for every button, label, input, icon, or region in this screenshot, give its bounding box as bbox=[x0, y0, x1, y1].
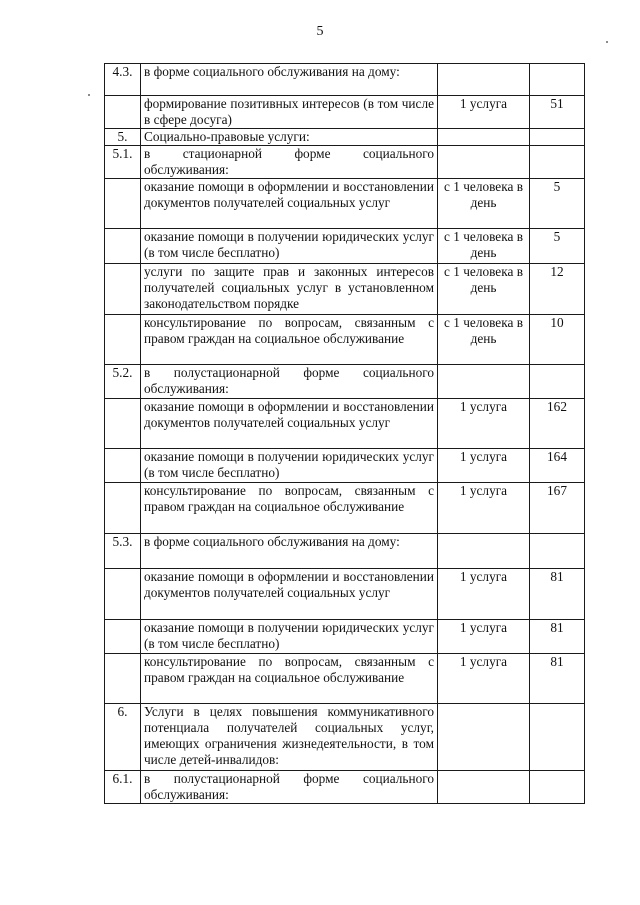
row-description: оказание помощи в оформлении и восстановлении документов получателей социальных услуг bbox=[141, 399, 438, 449]
row-number: 6. bbox=[105, 704, 141, 771]
row-description: оказание помощи в получении юридических услуг (в том числе бесплатно) bbox=[141, 620, 438, 654]
table-row bbox=[105, 449, 585, 483]
row-unit: с 1 человека в день bbox=[438, 315, 530, 365]
row-number bbox=[105, 654, 141, 704]
row-value bbox=[530, 534, 585, 569]
table-row bbox=[105, 96, 585, 129]
row-description: в стационарной форме социального обслуживания: bbox=[141, 146, 438, 179]
row-number bbox=[105, 399, 141, 449]
row-number bbox=[105, 264, 141, 315]
row-description: в полустационарной форме социального обслуживания: bbox=[141, 365, 438, 399]
services-table bbox=[104, 63, 585, 804]
row-description: Социально-правовые услуги: bbox=[141, 129, 438, 146]
row-description: оказание помощи в получении юридических услуг (в том числе бесплатно) bbox=[141, 229, 438, 264]
row-number: 5.3. bbox=[105, 534, 141, 569]
row-value bbox=[530, 771, 585, 804]
row-unit: с 1 человека в день bbox=[438, 229, 530, 264]
row-description: оказание помощи в получении юридических услуг (в том числе бесплатно) bbox=[141, 449, 438, 483]
row-unit: 1 услуга bbox=[438, 620, 530, 654]
table-row bbox=[105, 264, 585, 315]
row-unit: 1 услуга bbox=[438, 483, 530, 534]
row-unit: 1 услуга bbox=[438, 96, 530, 129]
row-unit bbox=[438, 365, 530, 399]
scan-speck bbox=[88, 94, 90, 96]
table-row bbox=[105, 569, 585, 620]
row-number: 4.3. bbox=[105, 64, 141, 96]
table-row bbox=[105, 146, 585, 179]
row-unit: 1 услуга bbox=[438, 399, 530, 449]
row-description: оказание помощи в оформлении и восстановлении документов получателей социальных услуг bbox=[141, 569, 438, 620]
row-number bbox=[105, 96, 141, 129]
row-description: в форме социального обслуживания на дому: bbox=[141, 64, 438, 96]
row-value: 10 bbox=[530, 315, 585, 365]
page-number: 5 bbox=[316, 24, 324, 39]
row-unit bbox=[438, 534, 530, 569]
row-description: консультирование по вопросам, связанным с правом граждан на социальное обслуживание bbox=[141, 315, 438, 365]
row-unit: 1 услуга bbox=[438, 449, 530, 483]
scan-speck bbox=[606, 41, 608, 43]
row-unit: 1 услуга bbox=[438, 569, 530, 620]
table-row bbox=[105, 654, 585, 704]
row-number: 5.1. bbox=[105, 146, 141, 179]
table-row bbox=[105, 229, 585, 264]
table-row bbox=[105, 704, 585, 771]
row-unit: с 1 человека в день bbox=[438, 264, 530, 315]
row-description: в полустационарной форме социального обслуживания: bbox=[141, 771, 438, 804]
row-value: 164 bbox=[530, 449, 585, 483]
table-row bbox=[105, 483, 585, 534]
row-number: 5. bbox=[105, 129, 141, 146]
row-description: услуги по защите прав и законных интересов получателей социальных услуг в установленном законодательством порядке bbox=[141, 264, 438, 315]
row-value: 167 bbox=[530, 483, 585, 534]
row-number bbox=[105, 449, 141, 483]
row-description: формирование позитивных интересов (в том числе в сфере досуга) bbox=[141, 96, 438, 129]
row-description: оказание помощи в оформлении и восстановлении документов получателей социальных услуг bbox=[141, 179, 438, 229]
table-row bbox=[105, 620, 585, 654]
row-number: 6.1. bbox=[105, 771, 141, 804]
row-description: консультирование по вопросам, связанным с правом граждан на социальное обслуживание bbox=[141, 654, 438, 704]
row-description: консультирование по вопросам, связанным с правом граждан на социальное обслуживание bbox=[141, 483, 438, 534]
table-row bbox=[105, 365, 585, 399]
table-row bbox=[105, 129, 585, 146]
row-value: 81 bbox=[530, 620, 585, 654]
row-unit bbox=[438, 129, 530, 146]
row-value: 81 bbox=[530, 569, 585, 620]
table-row bbox=[105, 179, 585, 229]
table-row bbox=[105, 64, 585, 96]
row-value: 51 bbox=[530, 96, 585, 129]
row-unit bbox=[438, 704, 530, 771]
row-unit: 1 услуга bbox=[438, 654, 530, 704]
row-value: 5 bbox=[530, 229, 585, 264]
row-unit: с 1 человека в день bbox=[438, 179, 530, 229]
row-value: 5 bbox=[530, 179, 585, 229]
row-description: в форме социального обслуживания на дому: bbox=[141, 534, 438, 569]
row-value: 12 bbox=[530, 264, 585, 315]
row-unit bbox=[438, 64, 530, 96]
row-value bbox=[530, 129, 585, 146]
row-value bbox=[530, 365, 585, 399]
row-number bbox=[105, 569, 141, 620]
row-number bbox=[105, 179, 141, 229]
table-row bbox=[105, 399, 585, 449]
row-unit bbox=[438, 771, 530, 804]
row-number bbox=[105, 483, 141, 534]
row-description: Услуги в целях повышения коммуникативного потенциала получателей социальных услуг, имеющих ограничения жизнедеятельности, в том числе детей-инвалидов: bbox=[141, 704, 438, 771]
table-row bbox=[105, 534, 585, 569]
row-unit bbox=[438, 146, 530, 179]
row-value bbox=[530, 704, 585, 771]
row-number bbox=[105, 229, 141, 264]
row-number: 5.2. bbox=[105, 365, 141, 399]
table-row bbox=[105, 771, 585, 804]
row-value: 162 bbox=[530, 399, 585, 449]
row-value bbox=[530, 146, 585, 179]
row-number bbox=[105, 315, 141, 365]
row-value: 81 bbox=[530, 654, 585, 704]
row-number bbox=[105, 620, 141, 654]
table-row bbox=[105, 315, 585, 365]
row-value bbox=[530, 64, 585, 96]
